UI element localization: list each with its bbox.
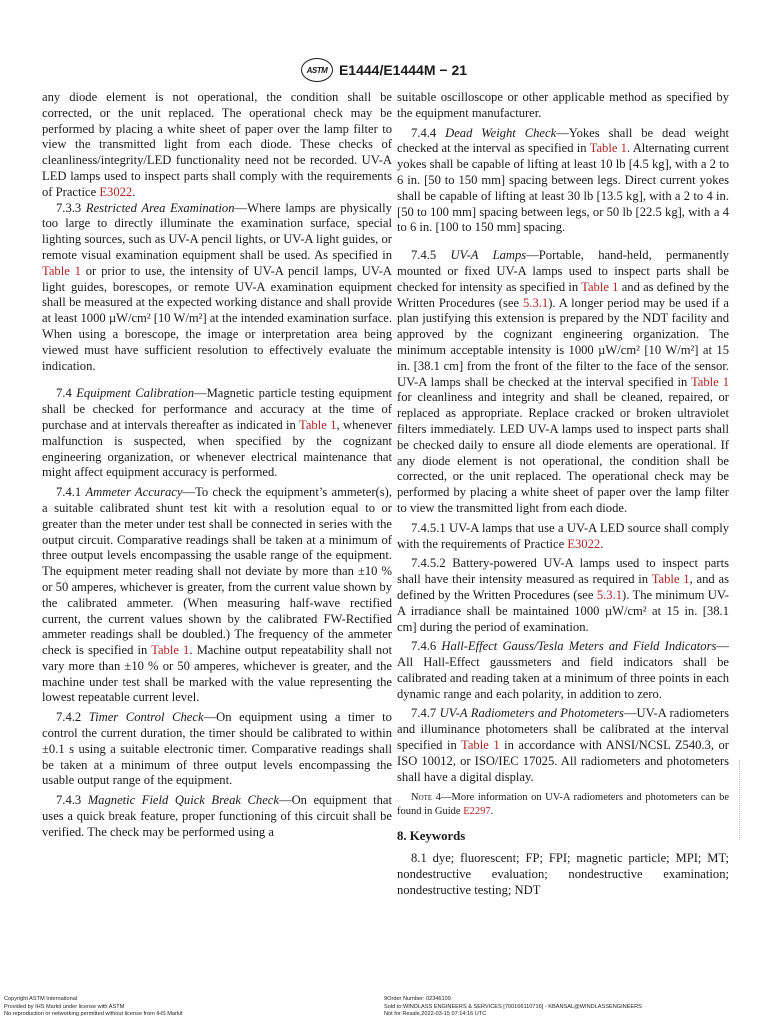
- section-7-4-5-2: 7.4.5.2 Battery-powered UV-A lamps used to inspect parts shall have their intensity measured as required in Table 1, and as defined by the Written Procedures (see 5.3.1). The minimum UV-A irradiance shall be maintained 1000 µW/cm² at 15 in. [38.1 cm] during the period of examination.: [397, 556, 729, 634]
- ref-link-5-3-1[interactable]: 5.3.1: [596, 587, 623, 602]
- section-7-4-2: 7.4.2 Timer Control Check—On equipment using a timer to control the current duration, the timer should be calibrated to within ±0.1 s using a suitable electronic timer. Comparative readings shall be taken at a minimum of three output levels encompassing the usable output range of the equipment.: [42, 710, 392, 788]
- ref-link-table-1[interactable]: Table 1: [42, 263, 81, 278]
- section-7-4-4: 7.4.4 Dead Weight Check—Yokes shall be dead weight checked at the interval as specified in Table 1. Alternating current yokes shall be capable of lifting at least 10 lb [4.5 kg], with a 2 to 6 in. [50 to 150 mm] spacing between legs. Direct current yokes shall be capable of lifting at least 30 lb [13.5 kg], with a 2 to 4 in. [50 to 100 mm] spacing between legs, or 50 lb [22.5 kg], with a 4 to 6 in. [100 to 150 mm] spacing.: [397, 125, 729, 235]
- section-7-4: 7.4 Equipment Calibration—Magnetic particle testing equipment shall be checked for performance and accuracy at the time of purchase and at intervals thereafter as indicated in Table 1, whenever malfunction is suspected, when specified by the cognizant engineering organization, or whenever electrical maintenance that might affect equipment accuracy is performed.: [42, 386, 393, 480]
- left-column: [42, 90, 392, 841]
- ref-link-5-3-1[interactable]: 5.3.1: [523, 295, 549, 310]
- section-7-3-3: 7.3.3 Restricted Area Examination—Where lamps are physically too large to directly illuminate the examination surface, special lighting sources, such as UV-A pencil lights, or UV-A light guides, or remote visual examination equipment shall be used. As specified in Table 1 or prior to use, the intensity of UV-A pencil lamps, UV-A light guides, borescopes, or remote UV-A examination equipment shall be measured at the expected working distance and shall provide at least 1000 µW/cm² [10 W/m²] at the intended examination surface. When using a borescope, the image or interpretation area being viewed must have sufficient resolution to effectively evaluate the indication.: [42, 200, 392, 373]
- ref-link-table-1[interactable]: Table 1: [151, 643, 190, 658]
- ref-link-e3022[interactable]: E3022: [99, 184, 133, 199]
- section-7-4-3: 7.4.3 Magnetic Field Quick Break Check—On equipment that uses a quick break feature, proper functioning of this circuit shall be verified. The check may be performed using a: [42, 793, 392, 839]
- section-heading-keywords: 8. Keywords: [397, 829, 466, 844]
- ref-link-table-1[interactable]: Table 1: [651, 572, 690, 587]
- ref-link-table-1[interactable]: Table 1: [581, 279, 619, 294]
- page-header: [0, 58, 768, 82]
- right-column: [397, 90, 729, 899]
- section-7-4-5-1: 7.4.5.1 UV-A lamps that use a UV-A LED source shall comply with the requirements of Practice E3022.: [397, 520, 729, 551]
- note-4: Note 4—More information on UV-A radiometers and photometers can be found in Guide E2297.: [397, 792, 729, 818]
- ref-link-table-1[interactable]: Table 1: [461, 738, 500, 753]
- page-number: 9: [384, 996, 388, 1002]
- ref-link-table-1[interactable]: Table 1: [589, 141, 627, 156]
- section-7-4-7: 7.4.7 UV-A Radiometers and Photometers—UV-A radiometers and illuminance photometers shall be calibrated at the interval specified in Table 1 in accordance with ANSI/NCSL Z540.3, or ISO 10012, or ISO/IEC 17025. All radiometers and photometers shall have a digital display.: [397, 706, 730, 784]
- paragraph-continued: suitable oscilloscope or other applicable method as specified by the equipment manufacturer.: [397, 90, 729, 120]
- section-7-4-1: 7.4.1 Ammeter Accuracy—To check the equipment’s ammeter(s), a suitable calibrated shunt test kit with a resolution equal to or greater than the meter under test shall be connected in series with the output circuit. Comparative readings shall be taken at a minimum of three output levels encompassing the usable range of the equipment. The equipment meter reading shall not deviate by more than ±10 % or 50 amperes, whichever is greater, from the current value shown by the calibrated ammeter. (When measuring half-wave rectified current, the current values shown by the calibrated FW-Rectified ammeter readings shall be doubled.) The frequency of the ammeter check is specified in Table 1. Machine output repeatability shall not vary more than ±10 % or 50 amperes, whichever is greater, and the machine under test shall be marked with the value representing the lowest repeatable current level.: [42, 485, 393, 705]
- ref-link-table-1[interactable]: Table 1: [299, 417, 337, 432]
- paragraph-continued: any diode element is not operational, the condition shall be corrected, or the unit replaced. The operational check may be performed by placing a white sheet of paper over the lamp filter to view the transmitted light from each diode. These checks of cleanliness/integrity/LED functionality need not be recorded. UV-A LED lamps used to inspect parts shall comply with the requirements of Practice E3022.: [42, 90, 392, 199]
- footer-copyright: Copyright ASTM International Provided by IHS Markit under license with ASTM No reproduction or networking permitted without license from IHS Markit: [4, 996, 183, 1018]
- astm-logo-icon: ASTM: [301, 58, 333, 82]
- section-7-4-6: 7.4.6 Hall-Effect Gauss/Tesla Meters and Field Indicators—All Hall-Effect gaussmeters and field indicators shall be calibrated and reading taken at a minimum of three points in each dynamic range and each polarity, in addition to zero.: [397, 639, 729, 701]
- section-7-4-5: 7.4.5 UV-A Lamps—Portable, hand-held, permanently mounted or fixed UV-A lamps used to inspect parts shall be checked for intensity as specified in Table 1 and as defined by the Written Procedures (see 5.3.1). A longer period may be used if a plan justifying this extension is prepared by the NDT facility and approved by the cognizant engineering organization. The minimum acceptable intensity is 1000 µW/cm² [10 W/m²] at 15 in. [38.1 cm] from the front of the filter to the face of the sensor. UV-A lamps shall be checked at the interval specified in Table 1 for cleanliness and integrity and shall be cleaned, repaired, or replaced as appropriate. Replace cracked or broken ultraviolet filters immediately. LED UV-A lamps used to inspect parts shall be checked daily to ensure all diode elements are operational. If any diode element is not operational, the condition shall be corrected, or the unit replaced. The operational check may be performed by placing a white sheet of paper over the lamp filter to view the transmitted light from each diode.: [397, 248, 730, 515]
- footer-order-info: 9Order Number: 02346109 Sold to:WINDLASS ENGINEERS & SERVICES [700166110716] - KBANSAL@WINDLASSENGINEERS Not for Resale,2022-03-15 07:14:16 UTC: [384, 996, 642, 1018]
- ref-link-e2297[interactable]: E2297: [463, 806, 491, 818]
- margin-divider: [739, 760, 741, 840]
- section-8-1: 8.1 dye; fluorescent; FP; FPI; magnetic particle; MPI; MT; nondestructive evaluation; nondestructive examination; nondestructive testing; NDT: [397, 851, 729, 897]
- document-designation: E1444/E1444M − 21: [338, 62, 468, 78]
- ref-link-table-1[interactable]: Table 1: [690, 374, 730, 389]
- ref-link-e3022[interactable]: E3022: [567, 536, 601, 551]
